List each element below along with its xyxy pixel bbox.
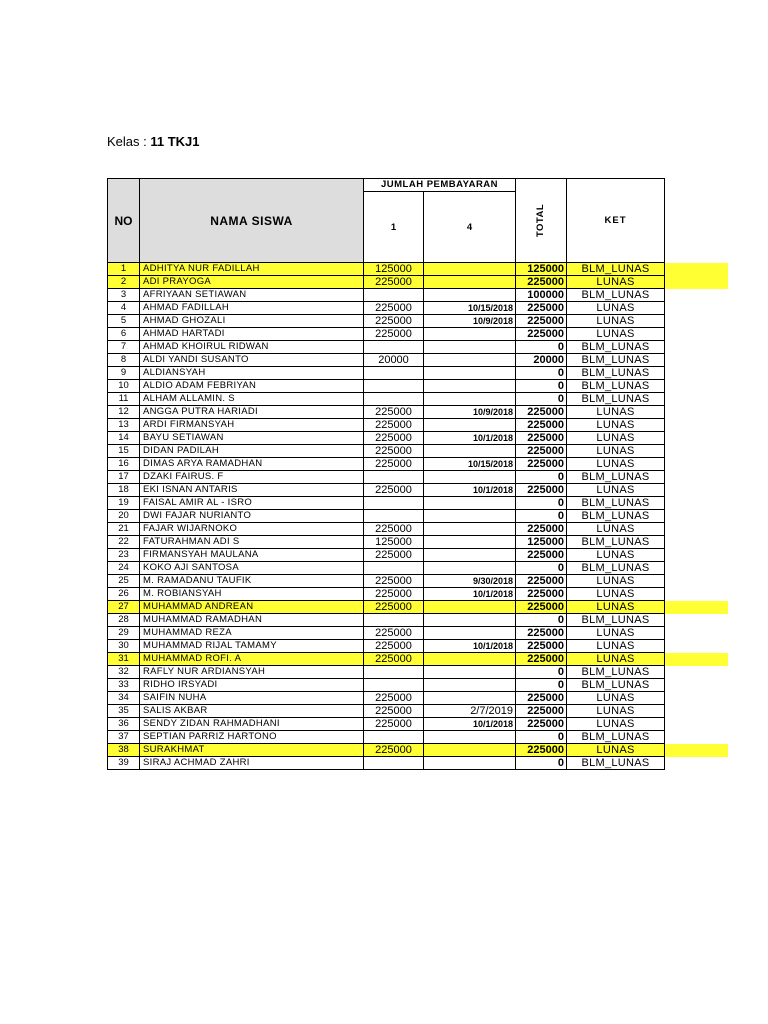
row-payment-4: 10/15/2018 bbox=[424, 302, 516, 315]
row-no: 1 bbox=[108, 263, 140, 276]
row-payment-4 bbox=[424, 380, 516, 393]
row-nama: ALDI YANDI SUSANTO bbox=[140, 354, 364, 367]
row-nama: MUHAMMAD ROFI. A bbox=[140, 653, 364, 666]
table-row bbox=[108, 432, 665, 445]
row-payment-1: 225000 bbox=[364, 653, 424, 666]
row-total: 225000 bbox=[516, 705, 567, 718]
row-payment-1 bbox=[364, 562, 424, 575]
row-ket: BLM_LUNAS bbox=[567, 393, 665, 406]
row-no: 26 bbox=[108, 588, 140, 601]
row-payment-1: 225000 bbox=[364, 302, 424, 315]
row-total: 225000 bbox=[516, 692, 567, 705]
row-payment-4 bbox=[424, 367, 516, 380]
row-nama: MUHAMMAD ANDREAN bbox=[140, 601, 364, 614]
header-total-label: TOTAL bbox=[535, 203, 547, 238]
row-payment-4: 9/30/2018 bbox=[424, 575, 516, 588]
row-nama: DIDAN PADILAH bbox=[140, 445, 364, 458]
row-payment-4 bbox=[424, 627, 516, 640]
row-payment-1: 225000 bbox=[364, 588, 424, 601]
row-no: 19 bbox=[108, 497, 140, 510]
row-nama: RAFLY NUR ARDIANSYAH bbox=[140, 666, 364, 679]
table-row bbox=[108, 276, 665, 289]
row-ket: LUNAS bbox=[567, 419, 665, 432]
row-payment-4 bbox=[424, 497, 516, 510]
row-nama: AHMAD HARTADI bbox=[140, 328, 364, 341]
row-nama: ARDI FIRMANSYAH bbox=[140, 419, 364, 432]
row-ket: BLM_LUNAS bbox=[567, 380, 665, 393]
row-payment-4 bbox=[424, 328, 516, 341]
class-label bbox=[107, 134, 200, 149]
row-total: 225000 bbox=[516, 328, 567, 341]
row-payment-4: 10/1/2018 bbox=[424, 718, 516, 731]
row-no: 9 bbox=[108, 367, 140, 380]
row-payment-4 bbox=[424, 562, 516, 575]
row-no: 30 bbox=[108, 640, 140, 653]
row-ket: LUNAS bbox=[567, 458, 665, 471]
table-row bbox=[108, 458, 665, 471]
table-row bbox=[108, 510, 665, 523]
row-ket: LUNAS bbox=[567, 445, 665, 458]
header-jumlah-pembayaran: JUMLAH PEMBAYARAN bbox=[364, 179, 516, 192]
row-no: 34 bbox=[108, 692, 140, 705]
header-payment-1: 1 bbox=[364, 192, 424, 263]
row-ket: BLM_LUNAS bbox=[567, 367, 665, 380]
row-no: 24 bbox=[108, 562, 140, 575]
row-nama: ANGGA PUTRA HARIADI bbox=[140, 406, 364, 419]
row-no: 11 bbox=[108, 393, 140, 406]
row-payment-4: 2/7/2019 bbox=[424, 705, 516, 718]
table-row bbox=[108, 575, 665, 588]
row-no: 29 bbox=[108, 627, 140, 640]
row-nama: DIMAS ARYA RAMADHAN bbox=[140, 458, 364, 471]
table-row bbox=[108, 536, 665, 549]
table-row bbox=[108, 653, 665, 666]
row-nama: ALHAM ALLAMIN. S bbox=[140, 393, 364, 406]
row-ket: LUNAS bbox=[567, 640, 665, 653]
row-nama: EKI ISNAN ANTARIS bbox=[140, 484, 364, 497]
row-payment-1: 225000 bbox=[364, 575, 424, 588]
table-row bbox=[108, 380, 665, 393]
row-nama: DWI FAJAR NURIANTO bbox=[140, 510, 364, 523]
row-payment-4 bbox=[424, 757, 516, 770]
row-no: 36 bbox=[108, 718, 140, 731]
row-no: 15 bbox=[108, 445, 140, 458]
row-ket: LUNAS bbox=[567, 523, 665, 536]
header-ket: KET bbox=[567, 179, 665, 263]
table-row bbox=[108, 744, 665, 757]
row-ket: LUNAS bbox=[567, 406, 665, 419]
row-payment-1 bbox=[364, 497, 424, 510]
row-payment-4: 10/1/2018 bbox=[424, 484, 516, 497]
row-nama: ADHITYA NUR FADILLAH bbox=[140, 263, 364, 276]
row-nama: AHMAD GHOZALI bbox=[140, 315, 364, 328]
table-row bbox=[108, 289, 665, 302]
table-row bbox=[108, 419, 665, 432]
row-ket: BLM_LUNAS bbox=[567, 354, 665, 367]
row-payment-4: 10/15/2018 bbox=[424, 458, 516, 471]
row-payment-1: 225000 bbox=[364, 315, 424, 328]
row-nama: AHMAD FADILLAH bbox=[140, 302, 364, 315]
row-payment-4 bbox=[424, 393, 516, 406]
row-no: 13 bbox=[108, 419, 140, 432]
row-payment-1 bbox=[364, 380, 424, 393]
row-total: 225000 bbox=[516, 484, 567, 497]
row-no: 5 bbox=[108, 315, 140, 328]
row-payment-1: 225000 bbox=[364, 458, 424, 471]
row-payment-1: 225000 bbox=[364, 276, 424, 289]
row-no: 25 bbox=[108, 575, 140, 588]
row-total: 125000 bbox=[516, 263, 567, 276]
row-payment-1 bbox=[364, 731, 424, 744]
row-payment-4 bbox=[424, 289, 516, 302]
table-row bbox=[108, 549, 665, 562]
row-nama: DZAKI FAIRUS. F bbox=[140, 471, 364, 484]
row-total: 0 bbox=[516, 510, 567, 523]
row-no: 10 bbox=[108, 380, 140, 393]
row-total: 100000 bbox=[516, 289, 567, 302]
row-payment-1 bbox=[364, 510, 424, 523]
row-no: 3 bbox=[108, 289, 140, 302]
row-payment-1 bbox=[364, 367, 424, 380]
row-ket: LUNAS bbox=[567, 432, 665, 445]
row-payment-1 bbox=[364, 614, 424, 627]
row-nama: M. ROBIANSYAH bbox=[140, 588, 364, 601]
row-payment-4 bbox=[424, 536, 516, 549]
table-row bbox=[108, 588, 665, 601]
row-no: 2 bbox=[108, 276, 140, 289]
row-total: 225000 bbox=[516, 406, 567, 419]
table-row bbox=[108, 484, 665, 497]
row-no: 39 bbox=[108, 757, 140, 770]
row-ket: BLM_LUNAS bbox=[567, 263, 665, 276]
table-row bbox=[108, 302, 665, 315]
row-payment-1: 225000 bbox=[364, 406, 424, 419]
row-total: 225000 bbox=[516, 445, 567, 458]
table-row bbox=[108, 263, 665, 276]
row-no: 6 bbox=[108, 328, 140, 341]
row-nama: M. RAMADANU TAUFIK bbox=[140, 575, 364, 588]
row-total: 225000 bbox=[516, 523, 567, 536]
row-total: 0 bbox=[516, 367, 567, 380]
row-total: 0 bbox=[516, 614, 567, 627]
row-ket: BLM_LUNAS bbox=[567, 471, 665, 484]
table-row bbox=[108, 562, 665, 575]
table-body bbox=[108, 263, 665, 770]
row-no: 18 bbox=[108, 484, 140, 497]
table-row bbox=[108, 731, 665, 744]
row-no: 27 bbox=[108, 601, 140, 614]
table-row bbox=[108, 471, 665, 484]
row-nama: AHMAD KHOIRUL RIDWAN bbox=[140, 341, 364, 354]
row-nama: FAJAR WIJARNOKO bbox=[140, 523, 364, 536]
row-total: 0 bbox=[516, 497, 567, 510]
row-ket: LUNAS bbox=[567, 653, 665, 666]
row-payment-4: 10/9/2018 bbox=[424, 315, 516, 328]
table-row bbox=[108, 640, 665, 653]
row-ket: BLM_LUNAS bbox=[567, 614, 665, 627]
row-ket: LUNAS bbox=[567, 705, 665, 718]
row-payment-4 bbox=[424, 276, 516, 289]
row-ket: BLM_LUNAS bbox=[567, 666, 665, 679]
row-payment-1: 225000 bbox=[364, 601, 424, 614]
row-nama: BAYU SETIAWAN bbox=[140, 432, 364, 445]
row-payment-4 bbox=[424, 692, 516, 705]
table-row bbox=[108, 523, 665, 536]
row-payment-1: 225000 bbox=[364, 744, 424, 757]
table-row bbox=[108, 666, 665, 679]
table-row bbox=[108, 705, 665, 718]
table-row bbox=[108, 393, 665, 406]
table-row bbox=[108, 614, 665, 627]
row-payment-1 bbox=[364, 679, 424, 692]
row-no: 32 bbox=[108, 666, 140, 679]
row-payment-1 bbox=[364, 289, 424, 302]
row-payment-4 bbox=[424, 614, 516, 627]
row-payment-4 bbox=[424, 510, 516, 523]
row-no: 22 bbox=[108, 536, 140, 549]
row-nama: SIRAJ ACHMAD ZAHRI bbox=[140, 757, 364, 770]
row-no: 28 bbox=[108, 614, 140, 627]
row-ket: BLM_LUNAS bbox=[567, 679, 665, 692]
row-payment-1: 225000 bbox=[364, 718, 424, 731]
row-ket: BLM_LUNAS bbox=[567, 731, 665, 744]
header-no: NO bbox=[108, 179, 140, 263]
row-nama: FATURAHMAN ADI S bbox=[140, 536, 364, 549]
row-total: 0 bbox=[516, 380, 567, 393]
row-ket: BLM_LUNAS bbox=[567, 341, 665, 354]
row-payment-1 bbox=[364, 341, 424, 354]
row-no: 20 bbox=[108, 510, 140, 523]
row-total: 0 bbox=[516, 666, 567, 679]
row-no: 38 bbox=[108, 744, 140, 757]
row-nama: MUHAMMAD RIJAL TAMAMY bbox=[140, 640, 364, 653]
table-row bbox=[108, 354, 665, 367]
row-total: 0 bbox=[516, 471, 567, 484]
row-total: 225000 bbox=[516, 601, 567, 614]
row-nama: KOKO AJI SANTOSA bbox=[140, 562, 364, 575]
row-ket: LUNAS bbox=[567, 627, 665, 640]
row-total: 225000 bbox=[516, 588, 567, 601]
table-row bbox=[108, 679, 665, 692]
table-row bbox=[108, 328, 665, 341]
row-ket: LUNAS bbox=[567, 588, 665, 601]
row-payment-4 bbox=[424, 471, 516, 484]
header-total bbox=[516, 179, 567, 263]
row-payment-1: 225000 bbox=[364, 445, 424, 458]
header-nama-siswa: NAMA SISWA bbox=[140, 179, 364, 263]
row-payment-4 bbox=[424, 679, 516, 692]
row-payment-4 bbox=[424, 354, 516, 367]
row-payment-1: 225000 bbox=[364, 484, 424, 497]
row-nama: SEPTIAN PARRIZ HARTONO bbox=[140, 731, 364, 744]
table-row bbox=[108, 406, 665, 419]
row-payment-1: 225000 bbox=[364, 627, 424, 640]
row-ket: LUNAS bbox=[567, 276, 665, 289]
row-ket: LUNAS bbox=[567, 328, 665, 341]
row-total: 0 bbox=[516, 341, 567, 354]
row-ket: LUNAS bbox=[567, 744, 665, 757]
row-total: 225000 bbox=[516, 432, 567, 445]
row-payment-4 bbox=[424, 341, 516, 354]
row-payment-1: 225000 bbox=[364, 692, 424, 705]
row-ket: LUNAS bbox=[567, 315, 665, 328]
row-nama: FIRMANSYAH MAULANA bbox=[140, 549, 364, 562]
row-nama: AFRIYAAN SETIAWAN bbox=[140, 289, 364, 302]
row-payment-4 bbox=[424, 263, 516, 276]
row-ket: LUNAS bbox=[567, 718, 665, 731]
row-payment-4 bbox=[424, 666, 516, 679]
row-no: 7 bbox=[108, 341, 140, 354]
row-ket: LUNAS bbox=[567, 601, 665, 614]
row-ket: LUNAS bbox=[567, 575, 665, 588]
row-nama: SURAKHMAT bbox=[140, 744, 364, 757]
row-payment-4: 10/1/2018 bbox=[424, 432, 516, 445]
row-ket: BLM_LUNAS bbox=[567, 536, 665, 549]
row-nama: ALDIANSYAH bbox=[140, 367, 364, 380]
table-row bbox=[108, 757, 665, 770]
row-ket: BLM_LUNAS bbox=[567, 289, 665, 302]
row-total: 0 bbox=[516, 562, 567, 575]
row-payment-1: 225000 bbox=[364, 432, 424, 445]
row-payment-1: 20000 bbox=[364, 354, 424, 367]
row-payment-4 bbox=[424, 549, 516, 562]
row-no: 16 bbox=[108, 458, 140, 471]
table-row bbox=[108, 627, 665, 640]
row-payment-4: 10/9/2018 bbox=[424, 406, 516, 419]
row-total: 225000 bbox=[516, 744, 567, 757]
row-ket: BLM_LUNAS bbox=[567, 562, 665, 575]
row-ket: BLM_LUNAS bbox=[567, 497, 665, 510]
row-payment-4: 10/1/2018 bbox=[424, 640, 516, 653]
row-no: 14 bbox=[108, 432, 140, 445]
row-nama: SALIS AKBAR bbox=[140, 705, 364, 718]
row-total: 225000 bbox=[516, 627, 567, 640]
row-no: 12 bbox=[108, 406, 140, 419]
table-row bbox=[108, 497, 665, 510]
row-payment-4: 10/1/2018 bbox=[424, 588, 516, 601]
row-payment-4 bbox=[424, 419, 516, 432]
row-payment-4 bbox=[424, 445, 516, 458]
row-total: 225000 bbox=[516, 315, 567, 328]
row-payment-1: 125000 bbox=[364, 263, 424, 276]
row-ket: BLM_LUNAS bbox=[567, 757, 665, 770]
row-no: 35 bbox=[108, 705, 140, 718]
row-nama: ADI PRAYOGA bbox=[140, 276, 364, 289]
row-nama: FAISAL AMIR AL - ISRO bbox=[140, 497, 364, 510]
row-payment-1: 225000 bbox=[364, 419, 424, 432]
row-payment-1: 225000 bbox=[364, 328, 424, 341]
table-row bbox=[108, 341, 665, 354]
row-total: 20000 bbox=[516, 354, 567, 367]
row-total: 0 bbox=[516, 393, 567, 406]
row-ket: LUNAS bbox=[567, 302, 665, 315]
table-row bbox=[108, 445, 665, 458]
row-payment-1: 225000 bbox=[364, 705, 424, 718]
row-payment-4 bbox=[424, 744, 516, 757]
row-total: 225000 bbox=[516, 653, 567, 666]
row-payment-1 bbox=[364, 393, 424, 406]
row-payment-1 bbox=[364, 471, 424, 484]
row-payment-4 bbox=[424, 731, 516, 744]
row-ket: LUNAS bbox=[567, 692, 665, 705]
row-ket: LUNAS bbox=[567, 484, 665, 497]
row-total: 225000 bbox=[516, 419, 567, 432]
row-nama: MUHAMMAD RAMADHAN bbox=[140, 614, 364, 627]
row-total: 225000 bbox=[516, 718, 567, 731]
row-no: 37 bbox=[108, 731, 140, 744]
row-nama: RIDHO IRSYADI bbox=[140, 679, 364, 692]
row-no: 23 bbox=[108, 549, 140, 562]
row-total: 0 bbox=[516, 679, 567, 692]
row-payment-4 bbox=[424, 653, 516, 666]
row-no: 8 bbox=[108, 354, 140, 367]
table-row bbox=[108, 315, 665, 328]
class-label-value: 11 TKJ1 bbox=[150, 134, 200, 149]
row-no: 17 bbox=[108, 471, 140, 484]
table-row bbox=[108, 601, 665, 614]
class-label-prefix: Kelas : bbox=[107, 134, 151, 149]
row-total: 225000 bbox=[516, 276, 567, 289]
row-total: 225000 bbox=[516, 549, 567, 562]
row-no: 31 bbox=[108, 653, 140, 666]
row-payment-4 bbox=[424, 523, 516, 536]
row-ket: LUNAS bbox=[567, 549, 665, 562]
row-nama: SAIFIN NUHA bbox=[140, 692, 364, 705]
row-nama: ALDIO ADAM FEBRIYAN bbox=[140, 380, 364, 393]
table-row bbox=[108, 692, 665, 705]
row-payment-1 bbox=[364, 757, 424, 770]
row-no: 4 bbox=[108, 302, 140, 315]
row-total: 225000 bbox=[516, 640, 567, 653]
row-no: 21 bbox=[108, 523, 140, 536]
row-payment-1: 225000 bbox=[364, 549, 424, 562]
row-total: 225000 bbox=[516, 458, 567, 471]
row-total: 225000 bbox=[516, 575, 567, 588]
row-no: 33 bbox=[108, 679, 140, 692]
row-payment-4 bbox=[424, 601, 516, 614]
row-total: 0 bbox=[516, 757, 567, 770]
row-payment-1: 225000 bbox=[364, 523, 424, 536]
row-nama: MUHAMMAD REZA bbox=[140, 627, 364, 640]
table-row bbox=[108, 367, 665, 380]
header-payment-4: 4 bbox=[424, 192, 516, 263]
row-payment-1: 125000 bbox=[364, 536, 424, 549]
table-row bbox=[108, 718, 665, 731]
row-nama: SENDY ZIDAN RAHMADHANI bbox=[140, 718, 364, 731]
row-payment-1 bbox=[364, 666, 424, 679]
row-total: 225000 bbox=[516, 302, 567, 315]
row-total: 125000 bbox=[516, 536, 567, 549]
payment-table bbox=[107, 178, 665, 770]
row-ket: BLM_LUNAS bbox=[567, 510, 665, 523]
row-total: 0 bbox=[516, 731, 567, 744]
row-payment-1: 225000 bbox=[364, 640, 424, 653]
